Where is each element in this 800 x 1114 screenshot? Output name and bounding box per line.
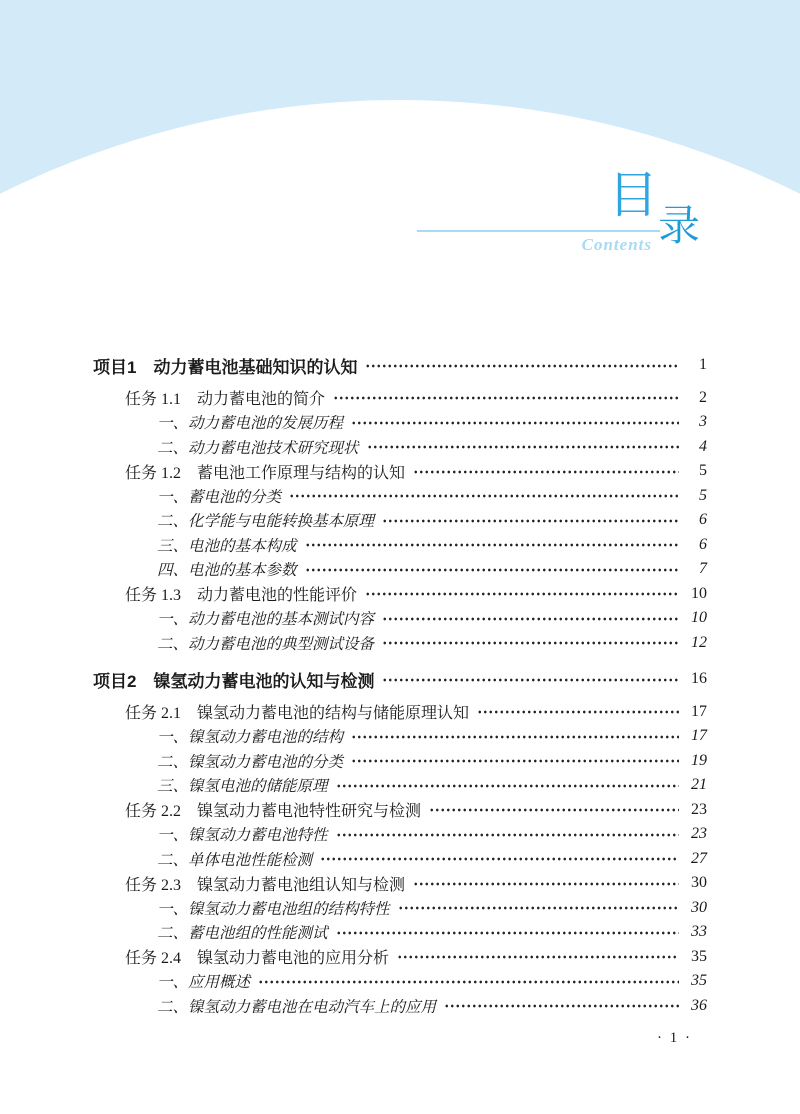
toc-entry-page: 23 [691, 800, 707, 818]
toc-entry-label: 三、电池的基本构成 [157, 537, 297, 555]
toc-entry-label: 任务 2.3 镍氢动力蓄电池组认知与检测 [125, 876, 406, 894]
toc-entry [93, 410, 707, 435]
toc-entry [93, 667, 707, 692]
toc-entry-page: 35 [691, 972, 707, 990]
toc-entry-label: 一、镍氢动力蓄电池的结构 [157, 729, 344, 747]
dot-leader [382, 606, 679, 631]
footer-page-number: · 1 · [657, 1030, 692, 1046]
dot-leader [365, 582, 679, 607]
dot-leader [382, 631, 679, 656]
toc-entry-label: 二、单体电池性能检测 [157, 851, 313, 869]
toc-entry-page: 10 [691, 609, 707, 627]
toc-entry-label: 二、镍氢动力蓄电池在电动汽车上的应用 [157, 998, 437, 1016]
dot-leader [477, 700, 679, 725]
dot-leader [397, 945, 679, 970]
toc-entry-label: 四、电池的基本参数 [157, 562, 297, 580]
toc-entry [93, 798, 707, 823]
toc-entry-label: 二、动力蓄电池的典型测试设备 [157, 635, 375, 653]
toc-entry [93, 724, 707, 749]
toc-entry-page: 16 [691, 670, 707, 688]
dot-leader [336, 920, 679, 945]
toc-entry-label: 任务 1.1 动力蓄电池的简介 [125, 391, 326, 409]
toc-title-char-lu: 录 [658, 204, 701, 250]
dot-leader [305, 533, 679, 558]
toc-entry [93, 847, 707, 872]
toc-entry-page: 30 [691, 898, 707, 916]
toc-entry [93, 994, 707, 1019]
toc-entry-label: 项目2 镍氢动力蓄电池的认知与检测 [93, 671, 375, 691]
toc-entry-page: 3 [699, 413, 707, 431]
toc-entry-label: 一、镍氢动力蓄电池组的结构特性 [157, 900, 390, 918]
toc-entry [93, 871, 707, 896]
toc-entry-page: 35 [691, 947, 707, 965]
toc-entry [93, 435, 707, 460]
toc-entry [93, 582, 707, 607]
toc-entry-page: 30 [691, 874, 707, 892]
toc-entry [93, 631, 707, 656]
toc-entry [93, 969, 707, 994]
dot-leader [413, 871, 679, 896]
toc-list [93, 353, 707, 1018]
toc-entry [93, 920, 707, 945]
dot-leader [320, 847, 679, 872]
toc-entry-page: 33 [691, 923, 707, 941]
dot-leader [305, 557, 679, 582]
dot-leader [351, 410, 679, 435]
toc-entry-page: 19 [691, 751, 707, 769]
toc-entry-label: 二、蓄电池组的性能测试 [157, 925, 328, 943]
toc-entry-page: 23 [691, 825, 707, 843]
dot-leader [367, 435, 679, 460]
toc-entry-page: 10 [691, 584, 707, 602]
toc-entry-label: 一、蓄电池的分类 [157, 488, 282, 506]
toc-entry-label: 三、镍氢电池的储能原理 [157, 778, 328, 796]
title-underline [417, 230, 660, 232]
toc-entry [93, 749, 707, 774]
dot-leader [258, 969, 679, 994]
toc-entry-page: 6 [699, 511, 707, 529]
toc-entry-page: 21 [691, 776, 707, 794]
dot-leader [336, 773, 679, 798]
toc-entry-page: 2 [699, 388, 707, 406]
toc-entry [93, 773, 707, 798]
dot-leader [365, 353, 679, 378]
toc-entry [93, 557, 707, 582]
toc-entry [93, 533, 707, 558]
dot-leader [289, 484, 679, 509]
toc-entry [93, 945, 707, 970]
toc-entry [93, 822, 707, 847]
dot-leader [429, 798, 679, 823]
toc-entry-label: 任务 1.2 蓄电池工作原理与结构的认知 [125, 464, 406, 482]
toc-entry-label: 任务 2.4 镍氢动力蓄电池的应用分析 [125, 950, 390, 968]
dot-leader [382, 508, 679, 533]
toc-entry-label: 任务 1.3 动力蓄电池的性能评价 [125, 587, 358, 605]
toc-entry-label: 一、应用概述 [157, 974, 251, 992]
toc-entry-page: 27 [691, 849, 707, 867]
toc-entry-page: 17 [691, 727, 707, 745]
dot-leader [382, 667, 679, 692]
toc-title-char-mu: 目 [608, 167, 658, 223]
dot-leader [413, 459, 679, 484]
toc-entry-page: 5 [699, 462, 707, 480]
white-arc [0, 100, 800, 300]
toc-entry-page: 4 [699, 437, 707, 455]
toc-entry-page: 5 [699, 486, 707, 504]
contents-english-label: Contents [581, 235, 652, 254]
toc-entry [93, 459, 707, 484]
toc-entry-page: 1 [699, 356, 707, 374]
toc-entry [93, 606, 707, 631]
toc-entry-page: 17 [691, 702, 707, 720]
dot-leader [444, 994, 679, 1019]
toc-entry [93, 508, 707, 533]
toc-entry-page: 7 [699, 560, 707, 578]
toc-entry-page: 36 [691, 996, 707, 1014]
toc-entry-label: 二、镍氢动力蓄电池的分类 [157, 753, 344, 771]
dot-leader [336, 822, 679, 847]
header-band [0, 0, 800, 300]
toc-entry [93, 896, 707, 921]
toc-entry-label: 一、动力蓄电池的基本测试内容 [157, 611, 375, 629]
toc-entry [93, 484, 707, 509]
toc-entry-label: 一、镍氢动力蓄电池特性 [157, 827, 328, 845]
dot-leader [351, 749, 679, 774]
dot-leader [398, 896, 679, 921]
toc-entry-label: 任务 2.2 镍氢动力蓄电池特性研究与检测 [125, 803, 422, 821]
toc-entry-label: 一、动力蓄电池的发展历程 [157, 415, 344, 433]
toc-entry-page: 6 [699, 535, 707, 553]
toc-entry [93, 386, 707, 411]
toc-entry [93, 353, 707, 378]
dot-leader [351, 724, 679, 749]
toc-entry-label: 任务 2.1 镍氢动力蓄电池的结构与储能原理认知 [125, 705, 470, 723]
toc-entry [93, 700, 707, 725]
dot-leader [333, 386, 679, 411]
toc-entry-label: 二、化学能与电能转换基本原理 [157, 513, 375, 531]
toc-entry-label: 项目1 动力蓄电池基础知识的认知 [93, 357, 358, 377]
toc-entry-page: 12 [691, 633, 707, 651]
toc-entry-label: 二、动力蓄电池技术研究现状 [157, 439, 359, 457]
